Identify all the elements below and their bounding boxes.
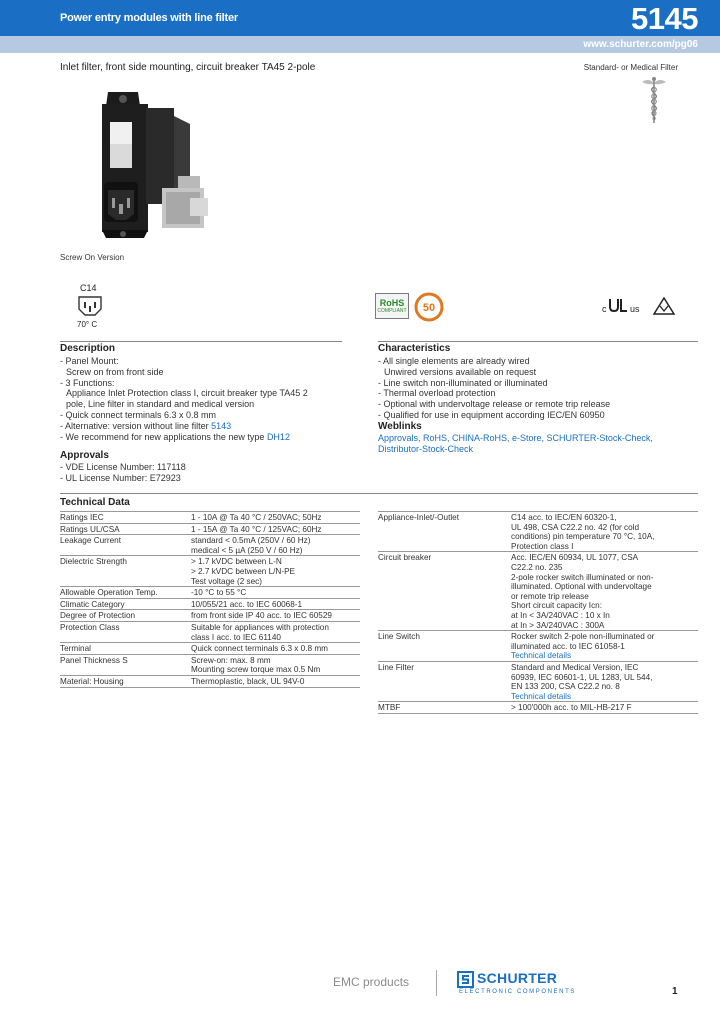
description-item-text: - Alternative: version without line filter: [60, 420, 212, 431]
tech-value: Thermoplastic, black, UL 94V-0: [191, 677, 305, 686]
characteristic-item: - Thermal overload protection: [378, 388, 496, 399]
tech-value: 1 - 15A @ Ta 40 °C / 125VAC; 60Hz: [191, 524, 322, 534]
tech-row: [60, 511, 360, 523]
approval-item: - UL License Number: E72923: [60, 472, 181, 483]
characteristic-item: - Line switch non-illuminated or illuminated: [378, 377, 548, 388]
tech-row: [60, 534, 360, 555]
tech-label: Appliance-Inlet/-Outlet: [378, 513, 460, 522]
tech-value: > 100'000h acc. to MIL-HB-217 F: [511, 703, 632, 713]
approvals-heading: Approvals: [60, 450, 109, 461]
schurter-logo-icon: [457, 971, 474, 988]
tech-value: 10/055/21 acc. to IEC 60068-1: [191, 599, 303, 609]
tech-row: [60, 654, 360, 675]
tech-label: Ratings IEC: [60, 513, 104, 522]
header-bar: [0, 0, 720, 36]
description-item: pole, Line filter in standard and medical version: [66, 399, 255, 410]
rohs-mark: [375, 293, 409, 319]
tech-value: 1 - 10A @ Ta 40 °C / 250VAC; 50Hz: [191, 513, 322, 522]
recommend-dh12-link[interactable]: DH12: [266, 431, 290, 442]
description-item: - Quick connect terminals 6.3 x 0.8 mm: [60, 409, 217, 420]
page-number: 1: [672, 986, 678, 997]
tech-value: Quick connect terminals 6.3 x 0.8 mm: [191, 644, 328, 654]
tech-label: Material: Housing: [60, 677, 124, 686]
tech-row: [60, 555, 360, 586]
tech-value: -10 °C to 55 °C: [191, 588, 247, 598]
tech-label: Terminal: [60, 644, 91, 654]
description-item: [60, 432, 350, 443]
tech-row: [378, 511, 698, 551]
characteristic-item: - All single elements are already wired: [378, 356, 530, 366]
alternative-5143-link[interactable]: 5143: [211, 420, 232, 431]
tech-row: [60, 586, 360, 598]
weblinks-heading: Weblinks: [378, 421, 422, 432]
schurter-logo: [457, 970, 607, 998]
characteristics-heading: Characteristics: [378, 343, 451, 354]
rohs-text: RoHS: [379, 298, 405, 308]
schurter-logo-word: SCHURTER: [477, 970, 558, 986]
description-list: [60, 356, 350, 442]
tech-label: Allowable Operation Temp.: [60, 588, 158, 598]
schurter-logo-sub: ELECTRONIC COMPONENTS: [459, 989, 576, 995]
technical-details-link[interactable]: Technical details: [511, 691, 572, 701]
tech-value: Standard and Medical Version, IEC 60939, IEC 60601-1, UL 1283, UL 544, EN 133 200, CSA C22.2 no. 8 Technical details: [511, 663, 653, 701]
description-item: - 3 Functions:: [60, 377, 115, 388]
rohs-subtext: COMPLIANT: [377, 308, 407, 314]
connector-temperature: 70° C: [77, 320, 98, 329]
description-item: - Panel Mount:: [60, 356, 119, 366]
tech-row: [60, 642, 360, 654]
tech-value: from front side IP 40 acc. to IEC 60529: [191, 611, 332, 621]
tech-row: [378, 630, 698, 661]
tech-row: [378, 551, 698, 630]
tech-value: standard < 0.5mA (250V / 60 Hz) medical < 5 µA (250 V / 60 Hz): [191, 536, 311, 555]
fifty-text: 50: [422, 302, 436, 314]
footer-divider: [436, 970, 437, 996]
tech-label: Protection Class: [60, 623, 120, 632]
approval-item: - VDE License Number: 117118: [60, 462, 186, 472]
tech-label: Leakage Current: [60, 536, 121, 546]
tech-row-end: [60, 687, 360, 688]
standard-medical-label: Standard- or Medical Filter: [583, 63, 678, 72]
characteristics-list: [378, 356, 698, 421]
tech-row: [378, 661, 698, 701]
tech-label: Dielectric Strength: [60, 557, 127, 567]
tech-label: Line Switch: [378, 632, 420, 642]
connector-label: C14: [80, 283, 97, 293]
tech-label: Circuit breaker: [378, 553, 432, 563]
tech-value: > 1.7 kVDC between L-N > 2.7 kVDC between L/N-PE Test voltage (2 sec): [191, 557, 295, 586]
description-heading: Description: [60, 343, 116, 354]
description-rule: [60, 341, 342, 342]
part-number: 5145: [631, 1, 698, 36]
tech-row: [378, 701, 698, 713]
tech-label: Line Filter: [378, 663, 414, 672]
characteristic-item: - Optional with undervoltage release or remote trip release: [378, 399, 611, 410]
screw-on-caption: Screw On Version: [60, 253, 125, 262]
approvals-list: [60, 462, 350, 484]
tech-label: Panel Thickness S: [60, 655, 128, 665]
tech-label: Ratings UL/CSA: [60, 524, 120, 534]
characteristic-item: - Qualified for use in equipment according IEC/EN 60950: [378, 409, 605, 420]
tech-label: Climatic Category: [60, 599, 125, 609]
tech-label: MTBF: [378, 703, 401, 713]
tech-value: Screw-on: max. 8 mm Mounting screw torque max 0.5 Nm: [191, 655, 321, 675]
china-rohs-50-icon: [414, 292, 444, 322]
page-title: Power entry modules with line filter: [60, 12, 239, 24]
tech-data-rule: [60, 493, 698, 494]
tech-value: Rocker switch 2-pole non-illuminated or illuminated acc. to IEC 61058-1 Technical details: [511, 632, 655, 661]
tech-data-heading: Technical Data: [60, 497, 130, 508]
product-group-link[interactable]: www.schurter.com/pg06: [583, 39, 698, 50]
ul-recognized-icon: [600, 296, 644, 316]
tech-row: [60, 609, 360, 621]
footer-emc-products: EMC products: [333, 975, 410, 989]
product-subtitle: Inlet filter, front side mounting, circuit breaker TA45 2-pole: [60, 62, 316, 73]
product-photo: [90, 92, 210, 250]
caduceus-icon: [640, 76, 668, 124]
description-item: Screw on from front side: [66, 366, 164, 377]
tech-row: [60, 523, 360, 535]
description-item: [60, 421, 350, 432]
characteristic-item: Unwired versions available on request: [384, 366, 537, 377]
tech-value: Acc. IEC/EN 60934, UL 1077, CSA C22.2 no. 235 2-pole rocker switch illuminated or non- illuminated. Optional with undervoltage or remote trip release Short circuit capacity Icn: at In < 3A/240VAC : 10 x In at In > 3A/240VAC : 300A: [511, 553, 654, 630]
description-item: Appliance Inlet Protection class I, circuit breaker type TA45 2: [66, 388, 308, 399]
c14-connector-icon: [76, 295, 104, 317]
technical-details-link[interactable]: Technical details: [511, 651, 572, 661]
vde-triangle-icon: [652, 296, 676, 316]
characteristics-rule: [378, 341, 698, 342]
tech-row: [60, 598, 360, 610]
weblinks-links[interactable]: Approvals, RoHS, CHINA-RoHS, e-Store, SCHURTER-Stock-Check, Distributor-Stock-Check: [378, 433, 653, 454]
tech-label: Degree of Protection: [60, 611, 136, 621]
svg-text:us: us: [630, 304, 640, 314]
tech-row: [60, 675, 360, 687]
tech-row: [60, 621, 360, 642]
description-item-text: - We recommend for new applications the new type: [60, 431, 267, 442]
svg-text:c: c: [602, 304, 607, 314]
tech-value: C14 acc. to IEC/EN 60320-1, UL 498, CSA C22.2 no. 42 (for cold conditions) pin temperature 70 °C, 10A, Protection class I: [511, 513, 655, 551]
tech-row-end: [378, 713, 698, 714]
tech-value: Suitable for appliances with protection class I acc. to IEC 61140: [191, 623, 329, 642]
url-bar: [0, 36, 720, 53]
